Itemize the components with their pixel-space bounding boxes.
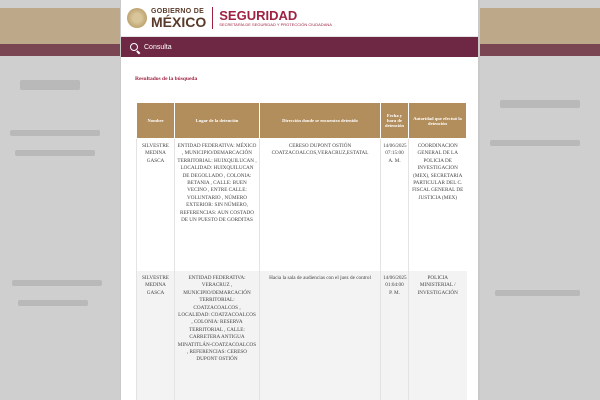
background-band [480,44,600,56]
site-header [121,0,478,37]
results-table [136,102,467,400]
background-band [0,8,120,44]
logo-line1: GOBIERNO DE [151,7,205,15]
background-blur [10,130,100,136]
nav-consulta-link[interactable]: Consulta [144,43,172,51]
cell-nombre: SILVESTRE MEDINA GASCA [137,139,175,272]
background-blur [490,140,580,146]
column-header-fecha: Fecha y hora de detención [381,103,409,139]
agency-logo[interactable] [219,9,332,27]
cell-lugar: ENTIDAD FEDERATIVA: VERACRUZ , MUNICIPIO/DEMARCACIÓN TERRITORIAL: COATZACOALCOS , LOCALIDAD: COATZACOALCOS , COLONIA: RESERVA TERRITORIAL , CALLE: CARRETERA ANTIGUA MINATITLÁN-COATZACOALCOS , REFERENCIAS: CERESO DUPONT OSTIÓN [175,271,260,400]
agency-name: SEGURIDAD [219,8,298,23]
background-band [480,8,600,44]
cell-lugar: ENTIDAD FEDERATIVA: MÉXICO , MUNICIPIO/DEMARCACIÓN TERRITORIAL: HUIXQUILUCAN , LOCALIDAD: HUIXQUILUCAN DE DEGOLLADO , COLONIA: BETANIA , CALLE: BUEN VECINO , ENTRE CALLE: VOLUNTARIO , NÚMERO EXTERIOR: SIN NÚMERO, REFERENCIAS: AUN COSTADO DE UN PUESTO DE GORDITAS [175,139,260,272]
table-row [137,271,467,400]
results-title: Resultados de la búsqueda [135,76,198,82]
cell-direccion: Hacia la sala de audiencias con el juez de control [260,271,381,400]
search-icon[interactable] [130,43,139,52]
column-header-lugar: Lugar de la detención [175,103,260,139]
column-header-autoridad: Autoridad que efectuó la detención [409,103,467,139]
background-left [0,0,120,400]
background-blur [18,300,88,306]
table-header-row [137,103,467,139]
logo-line2: MÉXICO [151,13,207,30]
background-blur [500,100,580,108]
header-divider [212,7,213,29]
results-page [121,0,478,400]
background-blur [12,280,102,286]
cell-nombre: SILVESTRE MEDINA GASCA [137,271,175,400]
agency-subtitle: SECRETARÍA DE SEGURIDAD Y PROTECCIÓN CIUDADANA [219,22,332,27]
background-right [480,0,600,400]
gobierno-logo[interactable] [151,8,206,29]
table-row [137,139,467,272]
cell-autoridad: POLICIA MINISTERIAL / INVESTIGACIÓN [409,271,467,400]
mexico-seal-icon [127,8,147,28]
cell-fecha: 14/06/2025 07:15:00 A. M. [381,139,409,272]
column-header-nombre: Nombre [137,103,175,139]
background-blur [20,80,80,90]
background-band [0,44,120,56]
nav-bar [121,37,478,57]
cell-direccion: CERESO DUPONT OSTIÓN COATZACOALCOS,VERACRUZ,ESTATAL [260,139,381,272]
background-blur [495,290,580,296]
cell-autoridad: COORDINACION GENERAL DE LA POLICIA DE INVESTIGACION (MEX), SECRETARIA PARTICULAR DEL C. FISCAL GENERAL DE JUSTICIA (MEX) [409,139,467,272]
cell-fecha: 14/06/2025 01:04:00 P. M. [381,271,409,400]
background-blur [15,150,95,156]
column-header-direccion: Dirección donde se encuentra detenido [260,103,381,139]
